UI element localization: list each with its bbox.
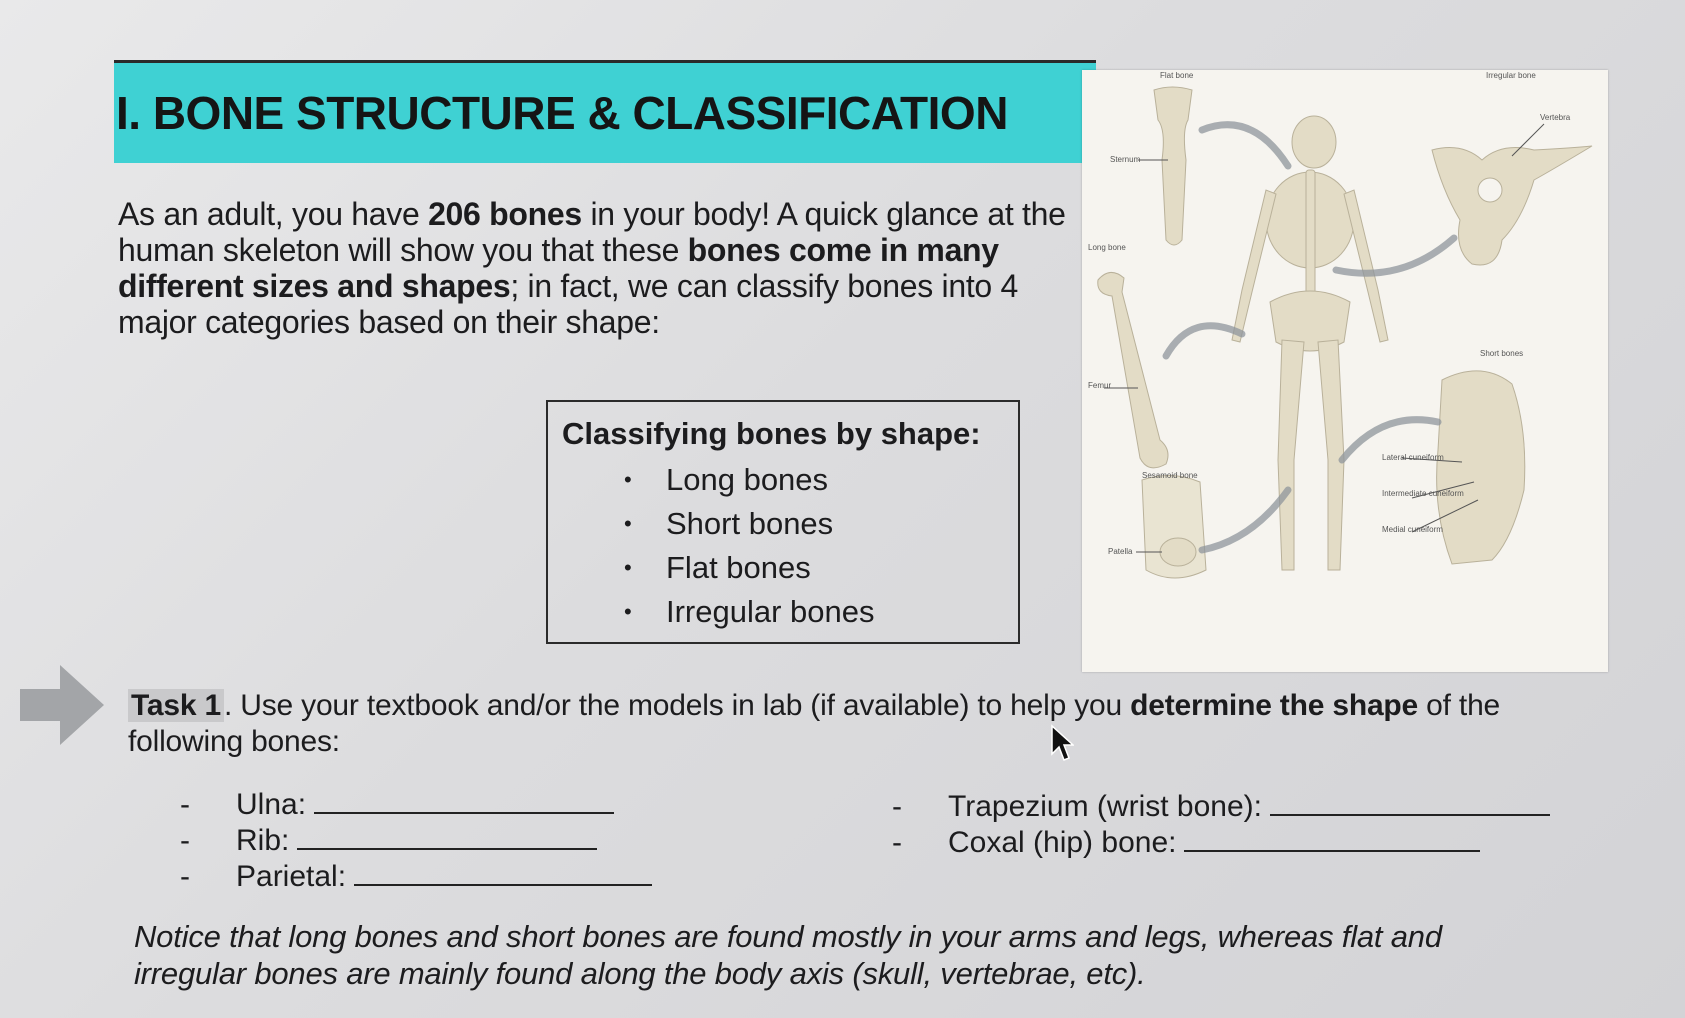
leg-right-shape (1318, 340, 1344, 570)
list-item (562, 458, 1018, 502)
skull-shape (1292, 116, 1336, 168)
answer-item-trapezium (892, 788, 1550, 824)
label-patella: Patella (1108, 547, 1133, 556)
arrow-to-vertebra (1336, 238, 1454, 273)
bullet: • (624, 599, 632, 624)
answer-label: Parietal: (236, 860, 347, 893)
answer-blank-trapezium[interactable] (1270, 788, 1550, 816)
label-sternum: Sternum (1110, 155, 1141, 164)
label-short-bones: Short bones (1480, 349, 1524, 358)
list-item-label: Long bones (666, 462, 829, 497)
foot-bones-shape (1437, 371, 1525, 564)
answer-blank-ulna[interactable] (314, 786, 614, 814)
skeleton-illustration (1082, 70, 1608, 672)
patella-shape (1160, 538, 1196, 566)
label-flat-bone: Flat bone (1160, 71, 1194, 80)
label-intermediate-cuneiform: Intermediate cuneiform (1382, 489, 1464, 498)
section-title: I. BONE STRUCTURE & CLASSIFICATION (116, 87, 1008, 139)
arrow-to-femur (1166, 326, 1242, 356)
dash: - (892, 790, 902, 823)
answer-item-coxal (892, 824, 1480, 860)
intro-text-2: in your body! A quick glance at the human skeleton will show you that these (118, 196, 1066, 268)
answer-label: Ulna: (236, 788, 307, 821)
intro-bold-1: 206 bones (428, 196, 582, 232)
intro-bold-2: bones come in many different sizes and shapes (118, 232, 999, 304)
classification-box (546, 400, 1020, 644)
dash: - (180, 860, 190, 893)
vertebral-foramen (1478, 178, 1502, 202)
classification-list (562, 458, 1018, 634)
label-irregular-bone: Irregular bone (1486, 71, 1536, 80)
dash: - (180, 788, 190, 821)
task-arrow-icon (20, 665, 106, 745)
task-text-1: . Use your textbook and/or the models in lab (if available) to help you (223, 689, 1131, 722)
arrow-to-patella (1202, 490, 1288, 550)
arrow-to-sternum (1202, 125, 1288, 166)
intro-paragraph (118, 196, 1068, 340)
arm-left-shape (1232, 190, 1276, 342)
label-vertebra: Vertebra (1540, 113, 1571, 122)
list-item (562, 502, 1018, 546)
task-instructions (128, 688, 1588, 760)
arm-right-shape (1344, 190, 1388, 342)
answer-label: Rib: (236, 824, 290, 857)
answer-item-ulna (180, 786, 614, 822)
skeleton-figure (1082, 70, 1608, 672)
mouse-cursor-icon (1050, 724, 1074, 764)
answer-blank-rib[interactable] (297, 822, 597, 850)
answer-label: Coxal (hip) bone: (948, 826, 1177, 859)
label-sesamoid-bone: Sesamoid bone (1142, 471, 1198, 480)
label-medial-cuneiform: Medial cuneiform (1382, 525, 1443, 534)
label-long-bone: Long bone (1088, 243, 1126, 252)
answer-item-parietal (180, 858, 652, 894)
sternum-shape (1154, 87, 1192, 245)
task-tag: Task 1 (128, 689, 224, 722)
vertebra-shape (1432, 146, 1592, 265)
label-lateral-cuneiform: Lateral cuneiform (1382, 453, 1444, 462)
task-text-2: of the following bones: (128, 689, 1501, 758)
answer-blank-coxal[interactable] (1184, 824, 1480, 852)
dash: - (892, 826, 902, 859)
femur-shape (1098, 272, 1168, 467)
answer-label: Trapezium (wrist bone): (948, 790, 1262, 823)
list-item (562, 590, 1018, 634)
list-item (562, 546, 1018, 590)
closing-note: Notice that long bones and short bones are found mostly in your arms and legs, whereas flat and irregular bones are mainly found along the body axis (skull, vertebrae, etc). (134, 919, 1442, 991)
bullet: • (624, 555, 632, 580)
bullet: • (624, 511, 632, 536)
list-item-label: Irregular bones (666, 594, 875, 629)
label-femur: Femur (1088, 381, 1112, 390)
intro-text-3: ; in fact, we can classify bones into 4 major categories based on their shape: (118, 268, 1019, 340)
task-bold: determine the shape (1130, 689, 1419, 722)
leg-left-shape (1278, 340, 1304, 570)
intro-text-1: As an adult, you have (118, 196, 429, 232)
list-item-label: Flat bones (666, 550, 811, 585)
bullet: • (624, 467, 632, 492)
answer-item-rib (180, 822, 597, 858)
list-item-label: Short bones (666, 506, 834, 541)
dash: - (180, 824, 190, 857)
answer-blank-parietal[interactable] (354, 858, 652, 886)
classification-box-title: Classifying bones by shape: (562, 416, 981, 451)
